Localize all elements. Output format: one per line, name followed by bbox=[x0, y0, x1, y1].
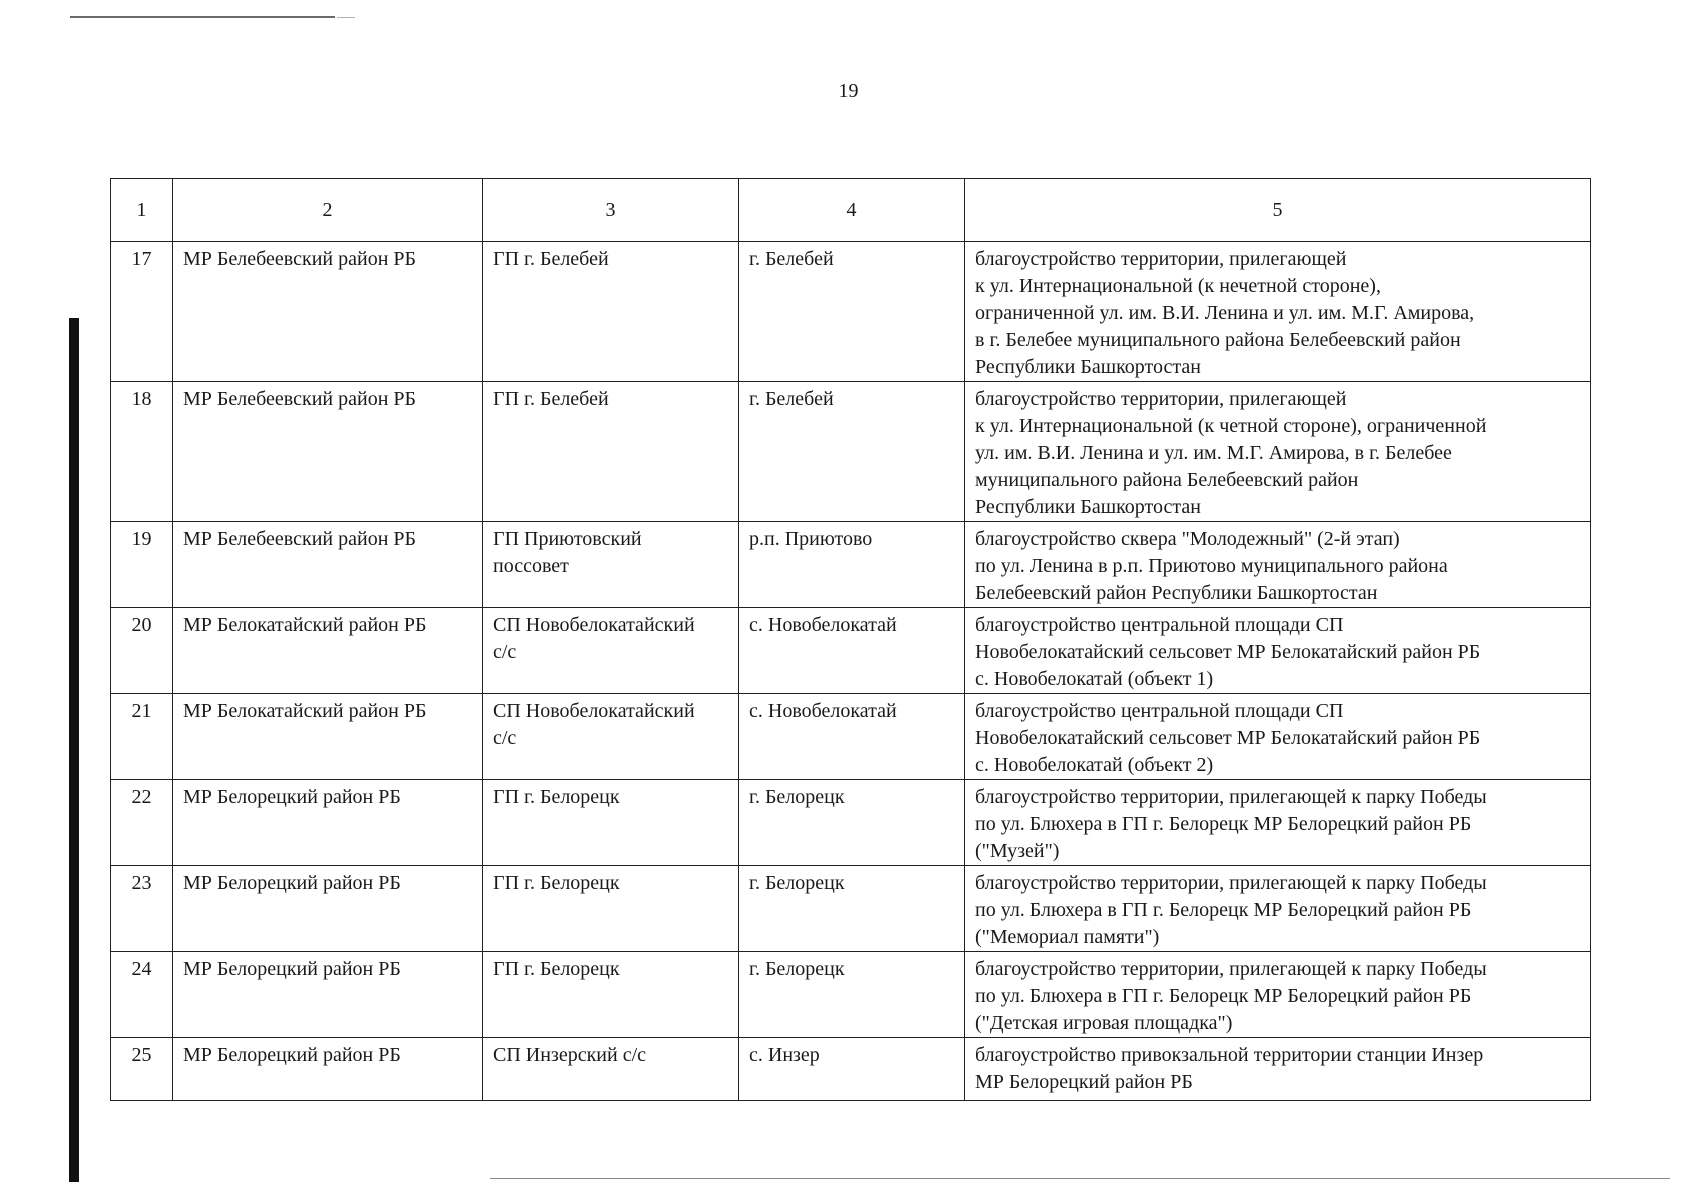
table-row bbox=[111, 780, 1591, 866]
district-cell: МР Белорецкий район РБ bbox=[173, 952, 483, 1038]
row-number: 17 bbox=[111, 242, 173, 382]
table-row bbox=[111, 694, 1591, 780]
scan-artifact-top-line-faint bbox=[337, 17, 355, 18]
scan-artifact-left-bar bbox=[69, 318, 79, 1182]
table-row bbox=[111, 952, 1591, 1038]
column-header: 5 bbox=[965, 179, 1591, 242]
locality-cell: г. Белорецк bbox=[739, 952, 965, 1038]
settlement-cell: СП Новобелокатайский с/с bbox=[483, 608, 739, 694]
description-cell: благоустройство территории, прилегающей к ул. Интернациональной (к нечетной стороне), ограниченной ул. им. В.И. Ленина и ул. им. М.Г. Амирова, в г. Белебее муниципального района Белебеевский район Республики Башкортостан bbox=[965, 242, 1591, 382]
description-cell: благоустройство территории, прилегающей к парку Победы по ул. Блюхера в ГП г. Белорецк МР Белорецкий район РБ ("Мемориал памяти") bbox=[965, 866, 1591, 952]
description-cell: благоустройство привокзальной территории станции Инзер МР Белорецкий район РБ bbox=[965, 1038, 1591, 1101]
row-number: 20 bbox=[111, 608, 173, 694]
row-number: 24 bbox=[111, 952, 173, 1038]
locality-cell: с. Новобелокатай bbox=[739, 694, 965, 780]
scan-artifact-bottom-line bbox=[490, 1178, 1670, 1179]
table-row bbox=[111, 608, 1591, 694]
district-cell: МР Белебеевский район РБ bbox=[173, 242, 483, 382]
table-row bbox=[111, 866, 1591, 952]
column-header: 3 bbox=[483, 179, 739, 242]
row-number: 25 bbox=[111, 1038, 173, 1101]
district-cell: МР Белорецкий район РБ bbox=[173, 780, 483, 866]
district-cell: МР Белокатайский район РБ bbox=[173, 694, 483, 780]
header-row bbox=[111, 179, 1591, 242]
column-header: 1 bbox=[111, 179, 173, 242]
row-number: 19 bbox=[111, 522, 173, 608]
description-cell: благоустройство центральной площади СП Новобелокатайский сельсовет МР Белокатайский район РБ с. Новобелокатай (объект 2) bbox=[965, 694, 1591, 780]
settlement-cell: ГП г. Белорецк bbox=[483, 952, 739, 1038]
table-row bbox=[111, 522, 1591, 608]
locality-cell: г. Белорецк bbox=[739, 866, 965, 952]
locality-cell: г. Белебей bbox=[739, 242, 965, 382]
description-cell: благоустройство территории, прилегающей к ул. Интернациональной (к четной стороне), ограниченной ул. им. В.И. Ленина и ул. им. М.Г. Амирова, в г. Белебее муниципального района Белебеевский район Республики Башкортостан bbox=[965, 382, 1591, 522]
description-cell: благоустройство территории, прилегающей к парку Победы по ул. Блюхера в ГП г. Белорецк МР Белорецкий район РБ ("Детская игровая площадка") bbox=[965, 952, 1591, 1038]
table-row bbox=[111, 242, 1591, 382]
locality-cell: р.п. Приютово bbox=[739, 522, 965, 608]
settlement-cell: ГП г. Белорецк bbox=[483, 866, 739, 952]
settlement-cell: ГП г. Белебей bbox=[483, 382, 739, 522]
table-row bbox=[111, 1038, 1591, 1101]
district-cell: МР Белорецкий район РБ bbox=[173, 1038, 483, 1101]
district-cell: МР Белокатайский район РБ bbox=[173, 608, 483, 694]
description-cell: благоустройство центральной площади СП Новобелокатайский сельсовет МР Белокатайский район РБ с. Новобелокатай (объект 1) bbox=[965, 608, 1591, 694]
locality-cell: г. Белебей bbox=[739, 382, 965, 522]
row-number: 22 bbox=[111, 780, 173, 866]
scan-artifact-top-line bbox=[70, 16, 335, 18]
row-number: 23 bbox=[111, 866, 173, 952]
locality-cell: с. Новобелокатай bbox=[739, 608, 965, 694]
column-header: 2 bbox=[173, 179, 483, 242]
description-cell: благоустройство сквера "Молодежный" (2-й этап) по ул. Ленина в р.п. Приютово муниципального района Белебеевский район Республики Башкортостан bbox=[965, 522, 1591, 608]
district-cell: МР Белебеевский район РБ bbox=[173, 522, 483, 608]
description-cell: благоустройство территории, прилегающей к парку Победы по ул. Блюхера в ГП г. Белорецк МР Белорецкий район РБ ("Музей") bbox=[965, 780, 1591, 866]
district-cell: МР Белебеевский район РБ bbox=[173, 382, 483, 522]
table-row bbox=[111, 382, 1591, 522]
settlement-cell: ГП г. Белебей bbox=[483, 242, 739, 382]
settlement-cell: ГП Приютовский поссовет bbox=[483, 522, 739, 608]
locality-cell: с. Инзер bbox=[739, 1038, 965, 1101]
page-number: 19 bbox=[838, 80, 859, 102]
settlement-cell: ГП г. Белорецк bbox=[483, 780, 739, 866]
settlement-cell: СП Инзерский с/с bbox=[483, 1038, 739, 1101]
column-header: 4 bbox=[739, 179, 965, 242]
row-number: 21 bbox=[111, 694, 173, 780]
locality-cell: г. Белорецк bbox=[739, 780, 965, 866]
settlement-cell: СП Новобелокатайский с/с bbox=[483, 694, 739, 780]
district-cell: МР Белорецкий район РБ bbox=[173, 866, 483, 952]
data-table bbox=[110, 178, 1591, 1101]
row-number: 18 bbox=[111, 382, 173, 522]
